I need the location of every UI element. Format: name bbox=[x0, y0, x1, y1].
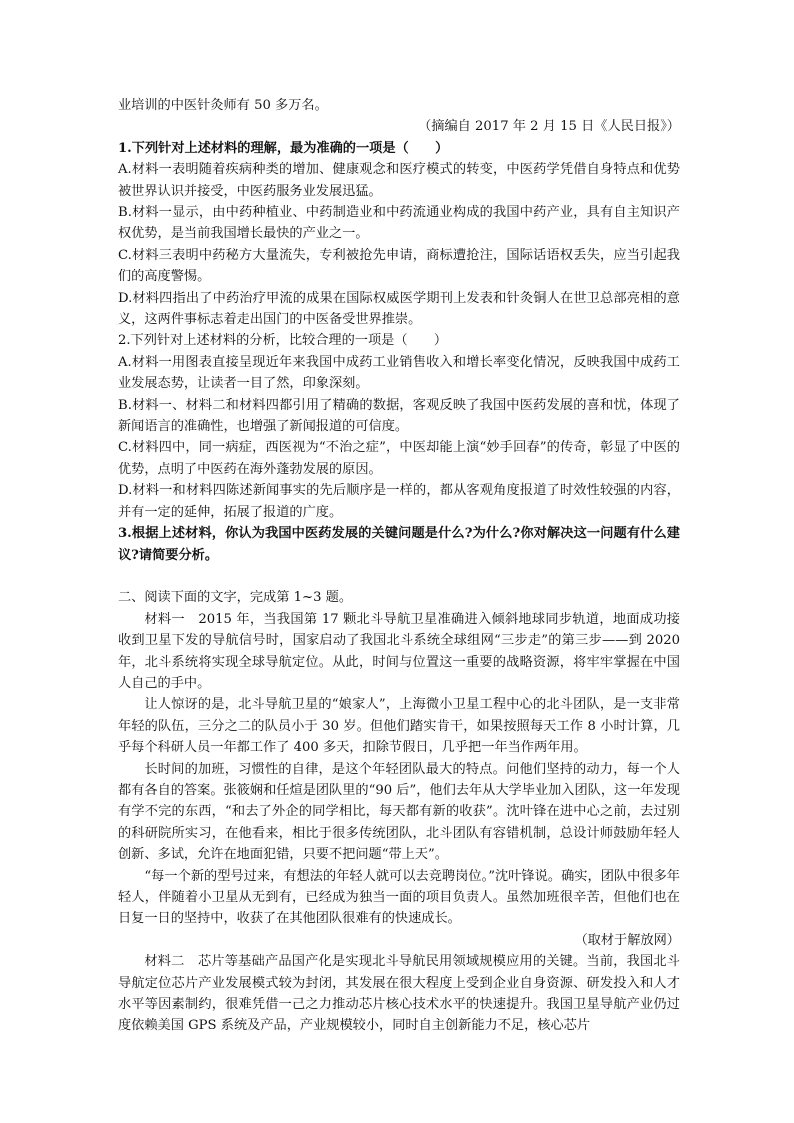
question-1-option-a: A.材料一表明随着疾病种类的增加、健康观念和医疗模式的转变，中医药学凭借自身特点和优势被世界认识并接受，中医药服务业发展迅猛。 bbox=[118, 162, 680, 199]
question-1-stem: 1.下列针对上述材料的理解，最为准确的一项是（ ） bbox=[118, 140, 449, 156]
question-2-option-c: C.材料四中，同一病症，西医视为“不治之症”，中医却能上演“妙手回春”的传奇，彰显了中医的优势，点明了中医药在海外蓬勃发展的原因。 bbox=[118, 440, 680, 477]
question-2-option-d: D.材料一和材料四陈述新闻事实的先后顺序是一样的，都从客观角度报道了时效性较强的内容，并有一定的延伸，拓展了报道的广度。 bbox=[118, 483, 680, 520]
material-1-paragraph-3: 长时间的加班，习惯性的自律，是这个年轻团队最大的特点。问他们坚持的动力，每一个人都有各自的答案。张筱娴和任煊是团队里的“90 后”，他们去年从大学毕业加入团队，这一年发现有学不完的东西，“和去了外企的同学相比，每天都有新的收获”。沈叶锋在进中心之前，去过别的科研院所实习，在他看来，相比于很多传统团队，北斗团队有容错机制，总设计师鼓励年轻人创新、多试，允许在地面犯错，只要不把问题“带上天”。 bbox=[118, 761, 680, 863]
question-2-option-a: A.材料一用图表直接呈现近年来我国中成药工业销售收入和增长率变化情况，反映我国中成药工业发展态势，让读者一目了然，印象深刻。 bbox=[118, 354, 680, 392]
document-page bbox=[118, 95, 680, 1037]
material-2-paragraph-1: 材料二 芯片等基础产品国产化是实现北斗导航民用领域规模应用的关键。当前，我国北斗导航定位芯片产业发展模式较为封闭，其发展在很大程度上受到企业自身资源、研发投入和人才水平等因素制约，很难凭借一己之力推动芯片核心技术水平的快速提升。我国卫星导航产业仍过度依赖美国 GPS 系统及产品，产业规模较小，同时自主创新能力不足，核心芯片 bbox=[118, 954, 680, 1034]
material-1-paragraph-4: “每一个新的型号过来，有想法的年轻人就可以去竞聘岗位。”沈叶锋说。确实，团队中很多年轻人，伴随着小卫星从无到有，已经成为独当一面的项目负责人。虽然加班很辛苦，但他们也在日复一日的坚持中，收获了在其他团队很难有的快速成长。 bbox=[118, 868, 680, 927]
question-1-option-c: C.材料三表明中药秘方大量流失，专利被抢先申请，商标遭抢注，国际话语权丢失，应当引起我们的高度警惕。 bbox=[118, 247, 680, 285]
section-2-heading: 二、阅读下面的文字，完成第 1~3 题。 bbox=[118, 590, 353, 606]
question-3: 3.根据上述材料，你认为我国中医药发展的关键问题是什么?为什么?你对解决这一问题有什么建议?请简要分析。 bbox=[118, 526, 680, 563]
continuation-line: 业培训的中医针灸师有 50 多万名。 bbox=[118, 98, 328, 113]
question-2-stem: 2.下列针对上述材料的分析，比较合理的一项是（ ） bbox=[118, 333, 448, 349]
question-2-option-b: B.材料一、材料二和材料四都引用了精确的数据，客观反映了我国中医药发展的喜和忧，体现了新闻语言的准确性，也增强了新闻报道的可信度。 bbox=[118, 397, 680, 435]
material-1-paragraph-1: 材料一 2015 年，当我国第 17 颗北斗导航卫星准确进入倾斜地球同步轨道，地面成功接收到卫星下发的导航信号时，国家启动了我国北斗系统全球组网“三步走”的第三步——到 2020 年，北斗系统将实现全球导航定位。从此，时间与位置这一重要的战略资源，将牢牢掌握在中国人自己的手中。 bbox=[118, 611, 680, 691]
section-gap bbox=[118, 566, 680, 587]
source-citation: （摘编自 2017 年 2 月 15 日《人民日报》） bbox=[418, 119, 680, 135]
question-1-option-d: D.材料四指出了中药治疗甲流的成果在国际权威医学期刊上发表和针灸铜人在世卫总部亮相的意义，这两件事标志着走出国门的中医备受世界推崇。 bbox=[118, 290, 680, 328]
question-1-option-b: B.材料一显示，由中药种植业、中药制造业和中药流通业构成的我国中药产业，具有自主知识产权优势，是当前我国增长最快的产业之一。 bbox=[118, 205, 680, 242]
source-citation-2: （取材于解放网） bbox=[574, 932, 680, 948]
material-1-paragraph-2: 让人惊讶的是，北斗导航卫星的“娘家人”，上海微小卫星工程中心的北斗团队，是一支非常年轻的队伍，三分之二的队员小于 30 岁。但他们踏实肯干，如果按照每天工作 8 小时计算，几乎每个科研人员一年都工作了 400 多天，扣除节假日，几乎把一年当作两年用。 bbox=[118, 697, 680, 756]
